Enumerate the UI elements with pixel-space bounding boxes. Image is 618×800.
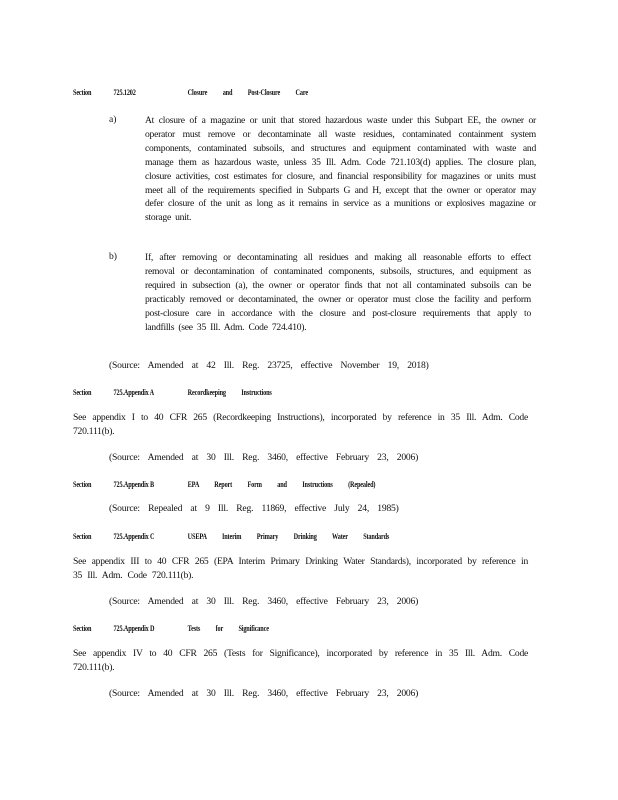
section-number: 725.Appendix C bbox=[113, 532, 155, 541]
section-title: Recordkeeping Instructions bbox=[187, 388, 272, 397]
section-label: Section bbox=[73, 624, 92, 633]
source-note: (Source: Amended at 30 Ill. Reg. 3460, effective February 23, 2006) bbox=[109, 452, 419, 463]
section-title: USEPA Interim Primary Drinking Water Standards bbox=[187, 532, 390, 541]
paragraph-marker-b: b) bbox=[109, 251, 117, 262]
section-heading-appendix-d bbox=[73, 624, 269, 633]
paragraph-marker-a: a) bbox=[109, 114, 117, 125]
source-note: (Source: Amended at 42 Ill. Reg. 23725, effective November 19, 2018) bbox=[109, 360, 429, 371]
section-number: 725.Appendix D bbox=[113, 624, 155, 633]
section-title: Tests for Significance bbox=[187, 624, 269, 633]
section-heading-appendix-a bbox=[73, 388, 272, 397]
section-number: 725.1202 bbox=[113, 88, 136, 97]
section-label: Section bbox=[73, 88, 92, 97]
section-label: Section bbox=[73, 480, 92, 489]
section-label: Section bbox=[73, 532, 92, 541]
section-number: 725.Appendix B bbox=[113, 480, 155, 489]
section-body: See appendix IV to 40 CFR 265 (Tests for Significance), incorporated by reference in 35 Ill. Adm. Code 720.111(b). bbox=[73, 648, 528, 673]
section-heading-725-1202 bbox=[73, 88, 308, 97]
source-note: (Source: Amended at 30 Ill. Reg. 3460, effective February 23, 2006) bbox=[109, 596, 419, 607]
section-number: 725.Appendix A bbox=[113, 388, 155, 397]
section-body: See appendix I to 40 CFR 265 (Recordkeeping Instructions), incorporated by reference in 35 Ill. Adm. Code 720.111(b). bbox=[73, 412, 528, 437]
section-heading-appendix-b bbox=[73, 480, 375, 489]
section-title: Closure and Post-Closure Care bbox=[187, 88, 308, 97]
section-title: EPA Report Form and Instructions (Repealed) bbox=[187, 480, 376, 489]
section-label: Section bbox=[73, 388, 92, 397]
source-note: (Source: Amended at 30 Ill. Reg. 3460, effective February 23, 2006) bbox=[109, 688, 419, 699]
paragraph-a: At closure of a magazine or unit that stored hazardous waste under this Subpart EE, the owner or operator must remove or decontaminate all waste residues, contaminated containment system components, contaminated subsoils, and structures and equipment contaminated with waste and manage them as hazardous waste, unless 35 Ill. Adm. Code 721.103(d) applies. The closure plan, closure activities, cost estimates for closure, and financial responsibility for magazines or units must meet all of the requirements specified in Subparts G and H, except that the owner or operator may defer closure of the unit as long as it remains in service as a munitions or explosives magazine or storage unit. bbox=[145, 115, 536, 224]
source-note: (Source: Repealed at 9 Ill. Reg. 11869, effective July 24, 1985) bbox=[109, 503, 399, 514]
section-heading-appendix-c bbox=[73, 532, 389, 541]
section-body: See appendix III to 40 CFR 265 (EPA Interim Primary Drinking Water Standards), incorporated by reference in 35 Ill. Adm. Code 720.111(b). bbox=[73, 556, 528, 581]
paragraph-b: If, after removing or decontaminating all residues and making all reasonable efforts to effect removal or decontamination of contaminated components, subsoils, structures, and equipment as required in subsection (a), the owner or operator finds that not all contaminated subsoils can be practicably removed or decontaminated, the owner or operator must close the facility and perform post-closure care in accordance with the closure and post-closure requirements that apply to landfills (see 35 Ill. Adm. Code 724.410). bbox=[145, 252, 531, 333]
